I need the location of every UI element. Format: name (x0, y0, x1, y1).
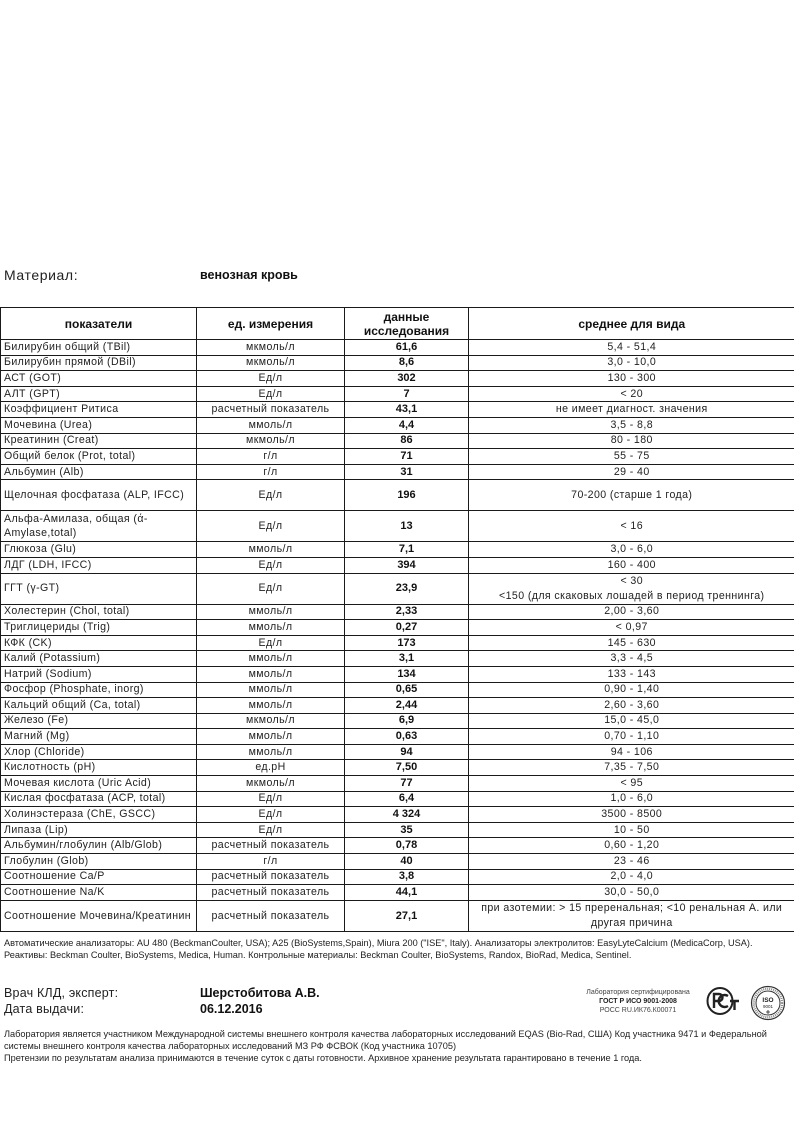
parameter-name: Мочевина (Urea) (1, 417, 197, 433)
parameter-name: Соотношение Na/K (1, 885, 197, 901)
result-value: 94 (345, 744, 469, 760)
reference-range: < 16 (469, 511, 794, 542)
reference-range: < 0,97 (469, 620, 794, 636)
unit-cell: расчетный показатель (197, 869, 345, 885)
unit-cell: мкмоль/л (197, 433, 345, 449)
unit-cell: Ед/л (197, 386, 345, 402)
unit-cell: г/л (197, 464, 345, 480)
table-row (1, 573, 794, 604)
parameter-name: Общий белок (Prot, total) (1, 449, 197, 465)
result-value: 13 (345, 511, 469, 542)
material-label: Материал: (4, 267, 79, 283)
table-row (1, 340, 794, 356)
table-row (1, 838, 794, 854)
table-row (1, 511, 794, 542)
table-row (1, 604, 794, 620)
parameter-name: Мочевая кислота (Uric Acid) (1, 776, 197, 792)
result-value: 302 (345, 371, 469, 387)
reference-range: 29 - 40 (469, 464, 794, 480)
reference-range: 0,70 - 1,10 (469, 729, 794, 745)
table-row (1, 744, 794, 760)
table-row (1, 900, 794, 931)
unit-cell: ммоль/л (197, 744, 345, 760)
results-table (0, 307, 794, 932)
reference-range: 133 - 143 (469, 666, 794, 682)
parameter-name: Холестерин (Chol, total) (1, 604, 197, 620)
table-row (1, 635, 794, 651)
reference-range-line-2: <150 (для скаковых лошадей в период треннинга) (499, 589, 765, 602)
rst-certification-logo-icon (706, 986, 740, 1016)
unit-cell: Ед/л (197, 573, 345, 604)
result-value: 86 (345, 433, 469, 449)
result-value: 134 (345, 666, 469, 682)
result-value: 2,44 (345, 698, 469, 714)
reference-range: 3500 - 8500 (469, 807, 794, 823)
reference-range: < 20 (469, 386, 794, 402)
reference-range: 80 - 180 (469, 433, 794, 449)
table-row (1, 682, 794, 698)
result-value: 3,8 (345, 869, 469, 885)
table-header-row (1, 308, 794, 340)
result-value: 7,1 (345, 542, 469, 558)
parameter-name: Щелочная фосфатаза (ALP, IFCC) (1, 480, 197, 511)
reference-range: не имеет диагност. значения (469, 402, 794, 418)
table-row (1, 713, 794, 729)
reference-range: 3,3 - 4,5 (469, 651, 794, 667)
result-value: 196 (345, 480, 469, 511)
table-row (1, 807, 794, 823)
reference-range: 160 - 400 (469, 557, 794, 573)
result-value: 7,50 (345, 760, 469, 776)
reference-range: 5,4 - 51,4 (469, 340, 794, 356)
unit-cell: ммоль/л (197, 620, 345, 636)
parameter-name: Коэффициент Ритиса (1, 402, 197, 418)
table-row (1, 542, 794, 558)
parameter-name: Кислотность (pH) (1, 760, 197, 776)
table-row (1, 651, 794, 667)
unit-cell: ммоль/л (197, 542, 345, 558)
parameter-name: Калий (Potassium) (1, 651, 197, 667)
unit-cell: мкмоль/л (197, 355, 345, 371)
material-section (4, 267, 794, 287)
reference-range: 30,0 - 50,0 (469, 885, 794, 901)
material-value: венозная кровь (200, 268, 298, 282)
result-value: 31 (345, 464, 469, 480)
unit-cell: Ед/л (197, 822, 345, 838)
doctor-label: Врач КЛД, эксперт: (4, 986, 119, 1000)
parameter-name: Креатинин (Creat) (1, 433, 197, 449)
cert-line-1: Лаборатория сертифицирована (586, 989, 690, 996)
unit-cell: Ед/л (197, 557, 345, 573)
date-label: Дата выдачи: (4, 1001, 85, 1016)
reference-range: < 95 (469, 776, 794, 792)
result-value: 0,65 (345, 682, 469, 698)
header-reference: среднее для вида (469, 308, 794, 340)
footer-line-1: Лаборатория является участником Международной системы внешнего контроля качества лабораторных исследований EQAS (Bio-Rad, США) Код участника 9471 и Федеральной системы внешнего контроля качества лабораторных исследований МЗ РФ ФСВОК (Код участника 10705) (4, 1029, 767, 1051)
parameter-name: ЛДГ (LDH, IFCC) (1, 557, 197, 573)
unit-cell: ммоль/л (197, 651, 345, 667)
result-value: 4,4 (345, 417, 469, 433)
table-row (1, 480, 794, 511)
table-row (1, 557, 794, 573)
parameter-name: Кислая фосфатаза (ACP, total) (1, 791, 197, 807)
result-value: 77 (345, 776, 469, 792)
cert-line-2: ГОСТ Р ИСО 9001-2008 (599, 998, 677, 1005)
result-value: 0,27 (345, 620, 469, 636)
unit-cell: расчетный показатель (197, 885, 345, 901)
table-row (1, 729, 794, 745)
reference-range: 3,0 - 6,0 (469, 542, 794, 558)
unit-cell: Ед/л (197, 371, 345, 387)
table-row (1, 666, 794, 682)
reference-range: 15,0 - 45,0 (469, 713, 794, 729)
unit-cell: г/л (197, 854, 345, 870)
result-value: 6,9 (345, 713, 469, 729)
reference-range: 2,00 - 3,60 (469, 604, 794, 620)
unit-cell: мкмоль/л (197, 776, 345, 792)
table-row (1, 698, 794, 714)
reference-range-line-1: < 30 (620, 575, 643, 588)
unit-cell: ед.pH (197, 760, 345, 776)
parameter-name: АСТ (GOT) (1, 371, 197, 387)
result-value: 0,63 (345, 729, 469, 745)
table-row (1, 791, 794, 807)
parameter-name: ГГТ (γ-GT) (1, 573, 197, 604)
svg-text:ISO: ISO (762, 997, 774, 1004)
reference-range: 94 - 106 (469, 744, 794, 760)
parameter-name: Билирубин общий (TBil) (1, 340, 197, 356)
table-row (1, 355, 794, 371)
parameter-name: КФК (CK) (1, 635, 197, 651)
reference-range (469, 573, 794, 604)
parameter-name: Глобулин (Glob) (1, 854, 197, 870)
unit-cell: ммоль/л (197, 666, 345, 682)
result-value: 35 (345, 822, 469, 838)
unit-cell: ммоль/л (197, 729, 345, 745)
parameter-name: Глюкоза (Glu) (1, 542, 197, 558)
unit-cell: мкмоль/л (197, 340, 345, 356)
reference-range: 2,60 - 3,60 (469, 698, 794, 714)
result-value: 4 324 (345, 807, 469, 823)
parameter-name: Железо (Fe) (1, 713, 197, 729)
unit-cell: ммоль/л (197, 698, 345, 714)
reference-range: 23 - 46 (469, 854, 794, 870)
table-row (1, 885, 794, 901)
reference-range: 1,0 - 6,0 (469, 791, 794, 807)
parameter-name: Натрий (Sodium) (1, 666, 197, 682)
parameter-name: Соотношение Мочевина/Креатинин (1, 900, 197, 931)
certification-text (568, 988, 708, 1015)
reference-range: 10 - 50 (469, 822, 794, 838)
result-value: 394 (345, 557, 469, 573)
footer-notes (4, 1028, 790, 1064)
reference-range: 0,60 - 1,20 (469, 838, 794, 854)
header-unit: ед. измерения (197, 308, 345, 340)
result-value: 27,1 (345, 900, 469, 931)
parameter-name: Альбумин/глобулин (Alb/Glob) (1, 838, 197, 854)
result-value: 2,33 (345, 604, 469, 620)
unit-cell: мкмоль/л (197, 713, 345, 729)
header-value: данные исследования (345, 308, 469, 340)
result-value: 6,4 (345, 791, 469, 807)
reference-range: 3,0 - 10,0 (469, 355, 794, 371)
result-value: 8,6 (345, 355, 469, 371)
reference-range: при азотемии: > 15 преренальная; <10 ренальная А. или другая причина (469, 900, 794, 931)
unit-cell: Ед/л (197, 807, 345, 823)
parameter-name: Альфа-Амилаза, общая (ά-Amylase,total) (1, 511, 197, 542)
parameter-name: Холинэстераза (ChE, GSCC) (1, 807, 197, 823)
result-value: 71 (345, 449, 469, 465)
svg-text:9001: 9001 (762, 1004, 774, 1009)
table-row (1, 449, 794, 465)
table-row (1, 433, 794, 449)
reference-range: 3,5 - 8,8 (469, 417, 794, 433)
table-row (1, 869, 794, 885)
cert-line-3: РОСС RU.ИК76.К00071 (599, 1007, 677, 1014)
unit-cell: расчетный показатель (197, 838, 345, 854)
parameter-name: АЛТ (GPT) (1, 386, 197, 402)
reference-range: 2,0 - 4,0 (469, 869, 794, 885)
result-value: 7 (345, 386, 469, 402)
iso-certification-logo-icon (750, 985, 786, 1021)
result-value: 23,9 (345, 573, 469, 604)
parameter-name: Соотношение Ca/P (1, 869, 197, 885)
result-value: 3,1 (345, 651, 469, 667)
unit-cell: Ед/л (197, 480, 345, 511)
parameter-name: Фосфор (Phosphate, inorg) (1, 682, 197, 698)
date-value: 06.12.2016 (200, 1001, 263, 1016)
table-row (1, 386, 794, 402)
table-row (1, 776, 794, 792)
unit-cell: Ед/л (197, 511, 345, 542)
parameter-name: Магний (Mg) (1, 729, 197, 745)
unit-cell: ммоль/л (197, 417, 345, 433)
footer-line-2: Претензии по результатам анализа принимаются в течение суток с даты готовности. Архивное хранение результата гарантировано в течение 1 года. (4, 1053, 642, 1063)
unit-cell: Ед/л (197, 791, 345, 807)
parameter-name: Триглицериды (Trig) (1, 620, 197, 636)
parameter-name: Билирубин прямой (DBil) (1, 355, 197, 371)
unit-cell: расчетный показатель (197, 900, 345, 931)
unit-cell: Ед/л (197, 635, 345, 651)
table-row (1, 417, 794, 433)
table-row (1, 822, 794, 838)
result-value: 173 (345, 635, 469, 651)
table-row (1, 620, 794, 636)
table-row (1, 371, 794, 387)
reference-range: 145 - 630 (469, 635, 794, 651)
table-row (1, 464, 794, 480)
reference-range: 130 - 300 (469, 371, 794, 387)
unit-cell: расчетный показатель (197, 402, 345, 418)
unit-cell: ммоль/л (197, 604, 345, 620)
table-row (1, 854, 794, 870)
parameter-name: Альбумин (Alb) (1, 464, 197, 480)
result-value: 0,78 (345, 838, 469, 854)
doctor-name: Шерстобитова А.В. (200, 986, 320, 1000)
reference-range: 0,90 - 1,40 (469, 682, 794, 698)
signer-block (4, 986, 404, 1017)
parameter-name: Хлор (Chloride) (1, 744, 197, 760)
table-row (1, 760, 794, 776)
unit-cell: ммоль/л (197, 682, 345, 698)
reference-range: 70-200 (старше 1 года) (469, 480, 794, 511)
unit-cell: г/л (197, 449, 345, 465)
reference-range: 7,35 - 7,50 (469, 760, 794, 776)
result-value: 43,1 (345, 402, 469, 418)
header-parameter: показатели (1, 308, 197, 340)
reference-range: 55 - 75 (469, 449, 794, 465)
parameter-name: Кальций общий (Ca, total) (1, 698, 197, 714)
parameter-name: Липаза (Lip) (1, 822, 197, 838)
result-value: 40 (345, 854, 469, 870)
table-row (1, 402, 794, 418)
results-body (1, 340, 794, 932)
analyzers-note: Автоматические анализаторы: AU 480 (BeckmanCoulter, USA); A25 (BioSystems,Spain), Miura 200 ("ISE", Italy). Анализаторы электролитов: EasyLyteCalcium (MedicaCorp, USA). Реактивы: Beckman Coulter, BioSystems, Medica, Human. Контрольные материалы: Beckman Coulter, BioSystems, Randox, BioRad, Medica, Sentinel. (4, 938, 753, 961)
result-value: 61,6 (345, 340, 469, 356)
result-value: 44,1 (345, 885, 469, 901)
